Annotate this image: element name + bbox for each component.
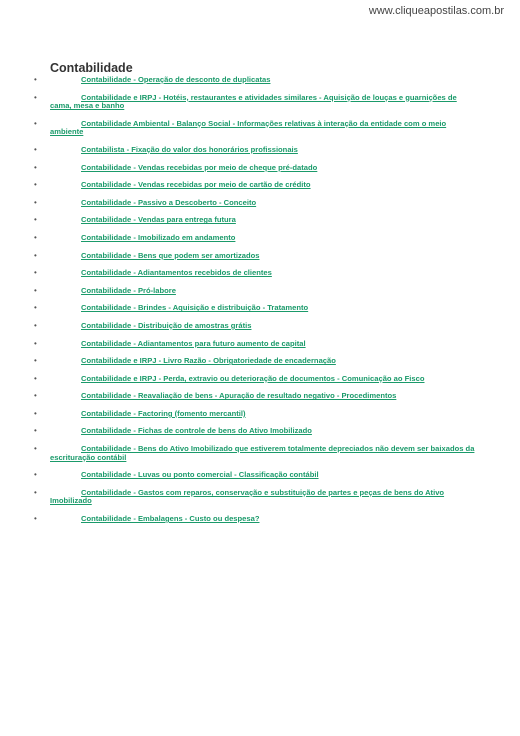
list-item	[34, 338, 476, 349]
bullet-icon: •	[34, 250, 37, 260]
article-link[interactable]: Contabilidade - Vendas para entrega futura	[81, 215, 236, 225]
bullet-icon: •	[34, 144, 37, 154]
list-item	[34, 75, 476, 85]
article-link[interactable]: Contabilidade - Passivo a Descoberto - Conceito	[81, 197, 257, 207]
article-link[interactable]: Contabilidade e IRPJ - Hotéis, restaurantes e atividades similares - Aquisição de louças e guarnições de cama, mesa e banho	[50, 92, 457, 111]
list-item	[34, 356, 476, 366]
page-title: Contabilidade	[50, 61, 133, 75]
bullet-icon: •	[34, 373, 37, 383]
article-link[interactable]: Contabilidade e IRPJ - Perda, extravio ou deterioração de documentos - Comunicação ao Fisco	[81, 373, 425, 383]
article-link[interactable]: Contabilidade - Adiantamentos para futuro aumento de capital	[81, 338, 306, 348]
list-item	[34, 162, 476, 173]
bullet-icon: •	[34, 180, 37, 190]
list-item	[34, 470, 476, 480]
list-item	[34, 487, 476, 506]
bullet-icon: •	[34, 268, 37, 278]
site-url: www.cliqueapostilas.com.br	[368, 5, 504, 17]
bullet-icon: •	[34, 92, 37, 102]
bullet-icon: •	[34, 470, 37, 480]
bullet-icon: •	[34, 285, 37, 295]
list-item	[34, 232, 476, 243]
article-link[interactable]: Contabilidade - Imobilizado em andamento	[81, 232, 236, 242]
bullet-icon: •	[34, 444, 37, 454]
article-link[interactable]: Contabilidade - Fichas de controle de bens do Ativo Imobilizado	[81, 426, 312, 436]
list-item	[34, 373, 476, 384]
bullet-icon: •	[34, 391, 37, 401]
list-item	[34, 514, 476, 524]
article-link[interactable]: Contabilidade - Brindes - Aquisição e distribuição - Tratamento	[81, 303, 309, 313]
article-link[interactable]: Contabilidade - Vendas recebidas por meio de cartão de crédito	[81, 180, 311, 190]
list-item	[34, 444, 476, 462]
article-link[interactable]: Contabilidade - Bens do Ativo Imobilizado que estiverem totalmente depreciados não devem ser baixados da escrituração contábil	[50, 444, 475, 462]
list-item	[34, 303, 476, 313]
article-link[interactable]: Contabilidade Ambiental - Balanço Social - Informações relativas à interação da entidade com o meio ambiente	[50, 118, 447, 137]
list-item	[34, 250, 476, 261]
list-item	[34, 268, 476, 278]
article-link[interactable]: Contabilidade - Adiantamentos recebidos de clientes	[81, 268, 272, 278]
bullet-icon: •	[34, 303, 37, 313]
list-item	[34, 144, 476, 155]
list-item	[34, 391, 476, 401]
list-item	[34, 426, 476, 436]
bullet-icon: •	[34, 232, 37, 242]
bullet-icon: •	[34, 487, 37, 497]
article-link[interactable]: Contabilidade - Factoring (fomento mercantil)	[81, 408, 246, 418]
article-link[interactable]: Contabilidade - Distribuição de amostras grátis	[81, 320, 252, 330]
list-item	[34, 92, 476, 111]
link-list	[34, 75, 476, 524]
list-item	[34, 285, 476, 296]
article-link[interactable]: Contabilidade - Operação de desconto de duplicatas	[81, 75, 271, 84]
bullet-icon: •	[34, 320, 37, 330]
bullet-icon: •	[34, 197, 37, 207]
article-link[interactable]: Contabilidade - Embalagens - Custo ou despesa?	[81, 514, 260, 524]
article-link[interactable]: Contabilidade - Reavaliação de bens - Apuração de resultado negativo - Procedimentos	[81, 391, 397, 401]
bullet-icon: •	[34, 75, 37, 84]
bullet-icon: •	[34, 408, 37, 418]
bullet-icon: •	[34, 514, 37, 524]
article-link[interactable]: Contabilidade - Vendas recebidas por meio de cheque pré-datado	[81, 162, 318, 172]
bullet-icon: •	[34, 118, 37, 128]
article-link[interactable]: Contabilista - Fixação do valor dos honorários profissionais	[81, 144, 298, 154]
list-item	[34, 118, 476, 137]
bullet-icon: •	[34, 162, 37, 172]
list-item	[34, 197, 476, 208]
bullet-icon: •	[34, 426, 37, 436]
bullet-icon: •	[34, 338, 37, 348]
list-item	[34, 215, 476, 225]
article-link[interactable]: Contabilidade - Pró-labore	[81, 285, 176, 295]
article-link[interactable]: Contabilidade - Luvas ou ponto comercial - Classificação contábil	[81, 470, 319, 480]
bullet-icon: •	[34, 356, 37, 366]
article-link[interactable]: Contabilidade - Gastos com reparos, conservação e substituição de partes e peças de bens do Ativo Imobilizado	[50, 487, 445, 506]
article-link[interactable]: Contabilidade - Bens que podem ser amortizados	[81, 250, 260, 260]
list-item	[34, 408, 476, 419]
list-item	[34, 320, 476, 331]
bullet-icon: •	[34, 215, 37, 225]
article-link[interactable]: Contabilidade e IRPJ - Livro Razão - Obrigatoriedade de encadernação	[81, 356, 336, 366]
list-item	[34, 180, 476, 190]
